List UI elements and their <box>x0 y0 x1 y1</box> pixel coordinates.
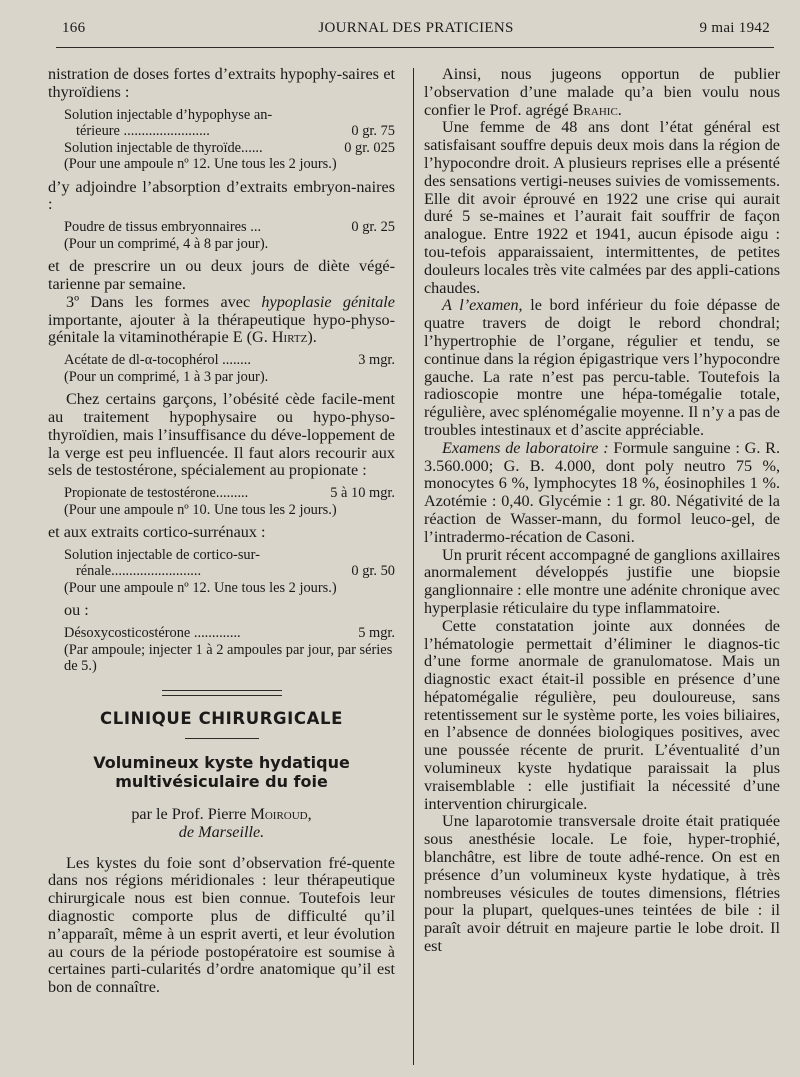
paragraph: Ainsi, nous jugeons opportun de publier l’observation d’une malade qu’a bien voulu nous confier le Prof. agrégé Brahic. <box>424 65 780 119</box>
paragraph: et aux extraits cortico-surrénaux : <box>48 523 266 542</box>
paragraph: d’y adjoindre l’absorption d’extraits embryon-naires : <box>48 177 395 214</box>
ingredient-name: Poudre de tissus embryonnaires ... <box>64 219 262 236</box>
prescription-2 <box>64 219 395 236</box>
paragraph: Une femme de 48 ans dont l’état général est satisfaisant souffre depuis deux mois dans la région de l’hypocondre droit. A plusieurs reprises elle a présenté des sensations vertigi-neuses suivies de vomissements. Elle dit avoir éprouvé en 1922 une crise qui aurait duré 5 se-maines et l’aurait fait souffrir de façon analogue. Entre 1922 et 1941, aucun épisode aigu : tou-tefois apparaissaient, intermittentes, de petites douleurs locales très vite calmées par des appli-cations chaudes. <box>424 118 780 297</box>
issue-date: 9 mai 1942 <box>699 20 770 36</box>
prescription-note: (Pour une ampoule nº 12. Une tous les 2 jours.) <box>64 579 337 596</box>
paragraph: Examens de laboratoire : Formule sanguine : G. R. 3.560.000; G. B. 4.000, dont poly neutro 75 %, monocytes 6 %, lymphocytes 18 %, éosinophiles 1 %. Azotémie : 0,40. Glycémie : 1 gr. 80. Négativité de la réaction de Wasser-mann, du formol leuco-gel, de l’intradermo-récation de Casoni. <box>424 438 780 546</box>
section-rule <box>185 738 259 739</box>
prescription-row <box>64 219 395 236</box>
ingredient-dose: 0 gr. 025 <box>344 139 395 156</box>
section-title: CLINIQUE CHIRURGICALE <box>100 708 343 728</box>
ingredient-dose: 0 gr. 25 <box>351 219 395 236</box>
prescription-row <box>64 107 395 124</box>
prescription-4 <box>64 485 395 502</box>
journal-title: JOURNAL DES PRATICIENS <box>318 20 514 36</box>
prescription-row <box>64 547 395 564</box>
ingredient-name: rénale......................... <box>76 563 202 580</box>
prescription-row <box>64 563 395 580</box>
article-author: par le Prof. Pierre Moiroud, de Marseille. <box>131 804 312 841</box>
paragraph: Un prurit récent accompagné de ganglions axillaires anormalement développés justifie une biopsie ganglionnaire : elle montre une adénite chronique avec hyperplasie réticulaire du type inflammatoire. <box>424 545 781 617</box>
prescription-note: (Pour un comprimé, 1 à 3 par jour). <box>64 368 269 385</box>
ingredient-name: Désoxycosticostérone ............. <box>64 625 241 642</box>
prescription-3 <box>64 352 395 369</box>
column-divider <box>413 68 414 1065</box>
ingredient-dose <box>389 107 395 124</box>
prescription-note: (Pour une ampoule nº 10. Une tous les 2 jours.) <box>64 501 337 518</box>
paragraph: Une laparotomie transversale droite était pratiquée sous anesthésie locale. Le foie, hyper-trophié, blanchâtre, est libre de toute adhé-rence. On est en présence d’un volumineux kyste hydatique, à très nombreuses vésicules de toutes dimensions, flétries pour la plupart, quelques-unes teintées de bile : il paraît avoir détruit en majeure partie le lobe droit. Il est <box>424 812 780 956</box>
paragraph: 3º Dans les formes avec hypoplasie génitale importante, ajouter à la thérapeutique hypo-physo-génitale la vitaminothérapie E (G. Hirtz). <box>48 292 395 347</box>
prescription-note: (Pour un comprimé, 4 à 8 par jour). <box>64 235 269 252</box>
ingredient-name: Solution injectable de cortico-sur- <box>64 546 260 563</box>
prescription-5 <box>64 547 395 580</box>
paragraph: ou : <box>64 601 89 620</box>
prescription-note: (Par ampoule; injecter 1 à 2 ampoules par jour, par séries de 5.) <box>64 641 393 675</box>
section-ornament <box>162 689 282 698</box>
running-header <box>62 20 770 46</box>
ingredient-dose: 5 mgr. <box>358 625 395 642</box>
prescription-1 <box>64 107 395 157</box>
paragraph: et de prescrire un ou deux jours de diète végé-tarienne par semaine. <box>48 257 395 293</box>
right-column <box>424 66 780 956</box>
prescription-row <box>64 123 395 140</box>
prescription-note: (Pour une ampoule nº 12. Une tous les 2 jours.) <box>64 156 337 173</box>
ingredient-dose: 3 mgr. <box>358 352 395 369</box>
prescription-row <box>64 625 395 642</box>
prescription-6 <box>64 625 395 642</box>
ingredient-dose: 0 gr. 75 <box>351 123 395 140</box>
article-title: Volumineux kyste hydatique multivésiculaire du foie <box>93 752 350 791</box>
prescription-row <box>64 140 395 157</box>
ingredient-dose <box>389 547 395 564</box>
prescription-row <box>64 352 395 369</box>
paragraph: Les kystes du foie sont d’observation fré-quente dans nos régions méridionales : leur thérapeutique chirurgicale nous est bien connue. Toutefois leur diagnostic comporte plus de difficulté qu’il n’apparaît, même à un esprit averti, et leur évolution au cours de la période postopératoire est soumise à certaines parti-cularités d’ordre anatomique qu’il est bon de connaître. <box>48 853 395 997</box>
ingredient-name: Solution injectable d’hypophyse an- <box>64 106 273 123</box>
left-column <box>48 66 395 997</box>
ingredient-name: térieure ........................ <box>76 123 210 140</box>
ingredient-name: Acétate de dl-α-tocophérol ........ <box>64 352 251 369</box>
ingredient-dose: 0 gr. 50 <box>351 563 395 580</box>
paragraph: Cette constatation jointe aux données de l’hématologie permettait d’éliminer le diagnos-tic d’une forme anormale de granulomatose. Mais un diagnostic exact était-il possible en présence d’une hépatomégalie régulière, peu douloureuse, sans retentissement sur le système porte, les voies biliaires, en l’absence de données biologiques positives, avec une poussée récente de prurit. L’éventualité d’un volumineux kyste hydatique paraissait la plus vraisemblable : elle justifiait la nécessité d’une intervention chirurgicale. <box>424 616 780 813</box>
header-rule <box>56 47 774 48</box>
paragraph: A l’examen, le bord inférieur du foie dépasse de quatre travers de doigt le rebord chondral; l’hypertrophie de l’organe, régulier et tendu, se continue dans la région épigastrique vers l’hypocondre gauche. La rate n’est pas percu-table. Toutefois la radioscopie montre une hépa-tomégalie totale, régulière, avec splénomégalie moyenne. Il n’y a pas de troubles intestinaux et d’ascite appréciable. <box>424 296 780 439</box>
prescription-row <box>64 485 395 502</box>
paragraph: nistration de doses fortes d’extraits hypophy-saires et thyroïdiens : <box>48 65 395 101</box>
paragraph: Chez certains garçons, l’obésité cède facile-ment au traitement hypophysaire ou hypo-physo-thyroïdien, mais l’insuffisance du déve-loppement de la verge est peu influencée. Il faut alors recourir aux sels de testostérone, spécialement au propionate : <box>48 390 395 480</box>
page-number: 166 <box>62 20 86 36</box>
ingredient-name: Solution injectable de thyroïde...... <box>64 139 263 156</box>
ingredient-dose: 5 à 10 mgr. <box>330 485 395 502</box>
ingredient-name: Propionate de testostérone......... <box>64 485 249 502</box>
